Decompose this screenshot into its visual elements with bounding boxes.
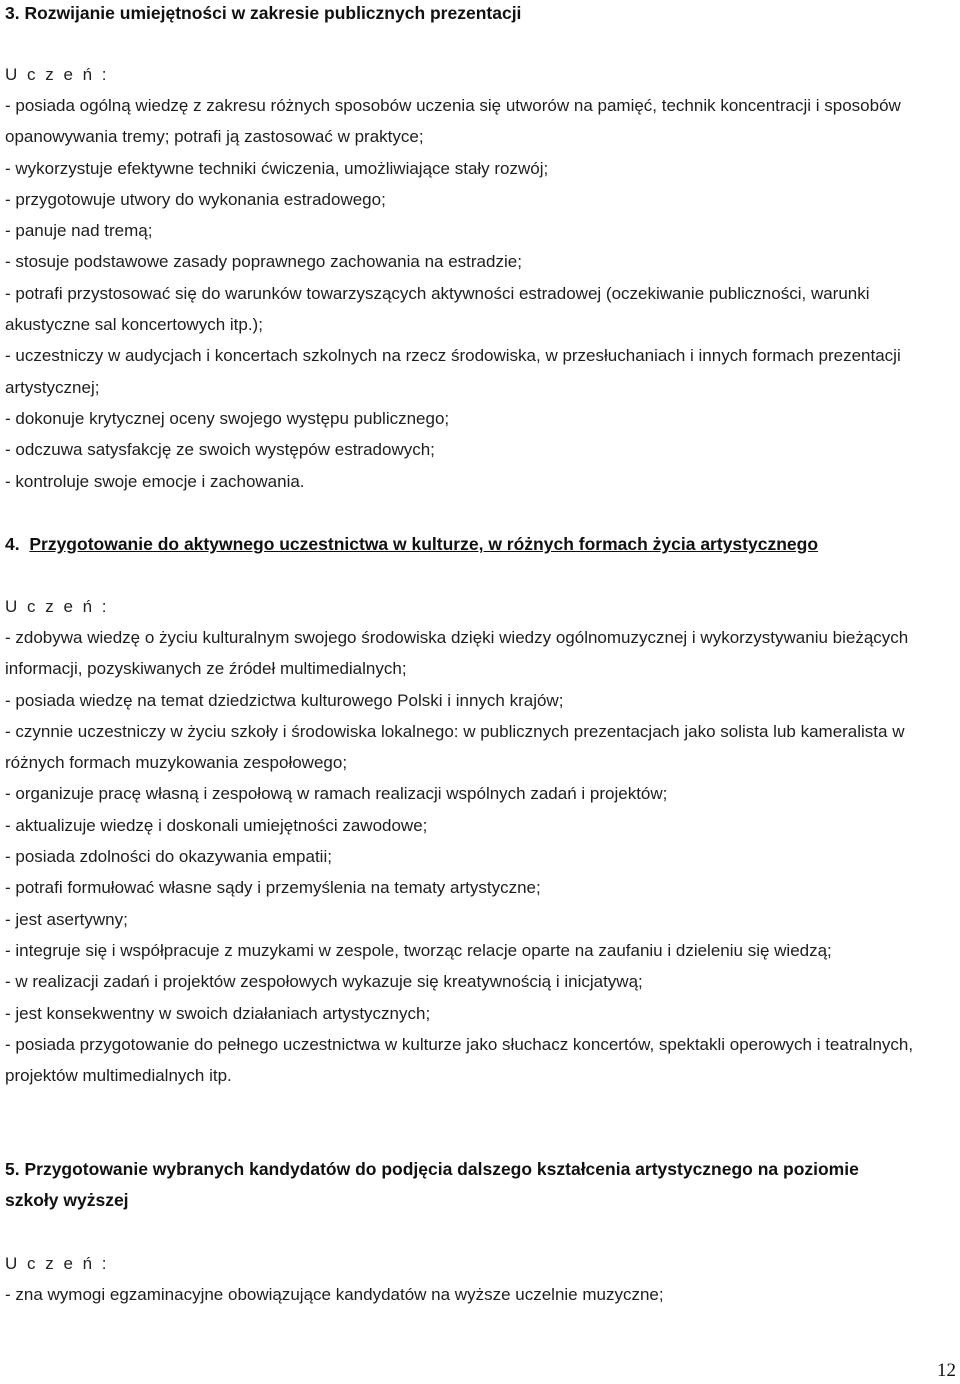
list-item: - zna wymogi egzaminacyjne obowiązujące kandydatów na wyższe uczelnie muzyczne;	[5, 1285, 664, 1304]
list-item: - w realizacji zadań i projektów zespołowych wykazuje się kreatywnością i inicjatywą;	[5, 972, 643, 992]
list-item: - jest asertywny;	[5, 909, 128, 929]
section-5-title: 5. Przygotowanie wybranych kandydatów do podjęcia dalszego kształcenia artystycznego na poziomie szkoły wyższej	[5, 1159, 859, 1210]
list-item: - potrafi przystosować się do warunków towarzyszących aktywności estradowej (oczekiwanie publiczności, warunki akustyczne sal koncertowych itp.);	[5, 283, 870, 335]
list-item: - panuje nad tremą;	[5, 221, 153, 241]
list-item: - odczuwa satysfakcję ze swoich występów estradowych;	[5, 440, 435, 460]
list-item: - integruje się i współpracuje z muzykami w zespole, tworząc relacje oparte na zaufaniu i dzieleniu się wiedzą;	[5, 940, 832, 960]
list-item: - zdobywa wiedzę o życiu kulturalnym swojego środowiska dzięki wiedzy ogólnomuzycznej i wykorzystywaniu bieżących informacji, pozyskiwanych ze źródeł multimedialnych;	[5, 628, 909, 679]
list-item: - stosuje podstawowe zasady poprawnego zachowania na estradzie;	[5, 252, 522, 272]
section-4-number: 4.	[5, 534, 20, 554]
list-item: - kontroluje swoje emocje i zachowania.	[5, 471, 305, 491]
list-item: - posiada przygotowanie do pełnego uczestnictwa w kulturze jako słuchacz koncertów, spektakli operowych i teatralnych, projektów multimedialnych itp.	[5, 1034, 914, 1086]
list-item: - czynnie uczestniczy w życiu szkoły i środowiska lokalnego: w publicznych prezentacjach jako solista lub kameralista w różnych formach muzykowania zespołowego;	[5, 721, 905, 773]
section-5-uczen-label: U c z e ń :	[5, 1254, 110, 1273]
section-3-uczen-label: U c z e ń :	[5, 65, 110, 84]
section-3-list	[5, 90, 950, 497]
list-item: - dokonuje krytycznej oceny swojego występu publicznego;	[5, 408, 450, 428]
section-5-list	[5, 1279, 950, 1310]
list-item: - organizuje pracę własną i zespołową w ramach realizacji wspólnych zadań i projektów;	[5, 784, 668, 804]
list-item: - posiada wiedzę na temat dziedzictwa kulturowego Polski i innych krajów;	[5, 690, 564, 710]
section-4-list	[5, 622, 950, 1091]
list-item: - jest konsekwentny w swoich działaniach artystycznych;	[5, 1003, 431, 1023]
list-item: - wykorzystuje efektywne techniki ćwiczenia, umożliwiające stały rozwój;	[5, 158, 549, 178]
page-number: 12	[937, 1360, 956, 1381]
list-item: - przygotowuje utwory do wykonania estradowego;	[5, 189, 386, 209]
list-item: - uczestniczy w audycjach i koncertach szkolnych na rzecz środowiska, w przesłuchaniach i innych formach prezentacji artystycznej;	[5, 346, 901, 397]
list-item: - posiada zdolności do okazywania empatii;	[5, 847, 332, 867]
section-3-title: 3. Rozwijanie umiejętności w zakresie publicznych prezentacji	[5, 3, 522, 23]
list-item: - posiada ogólną wiedzę z zakresu różnych sposobów uczenia się utworów na pamięć, technik koncentracji i sposobów opanowywania tremy; potrafi ją zastosować w praktyce;	[5, 96, 901, 147]
section-4-title	[5, 529, 818, 560]
list-item: - potrafi formułować własne sądy i przemyślenia na tematy artystyczne;	[5, 878, 541, 898]
section-4-uczen-label: U c z e ń :	[5, 597, 110, 616]
section-4-title-text: Przygotowanie do aktywnego uczestnictwa w kulturze, w różnych formach życia artystycznego	[29, 534, 819, 554]
list-item: - aktualizuje wiedzę i doskonali umiejętności zawodowe;	[5, 815, 428, 835]
